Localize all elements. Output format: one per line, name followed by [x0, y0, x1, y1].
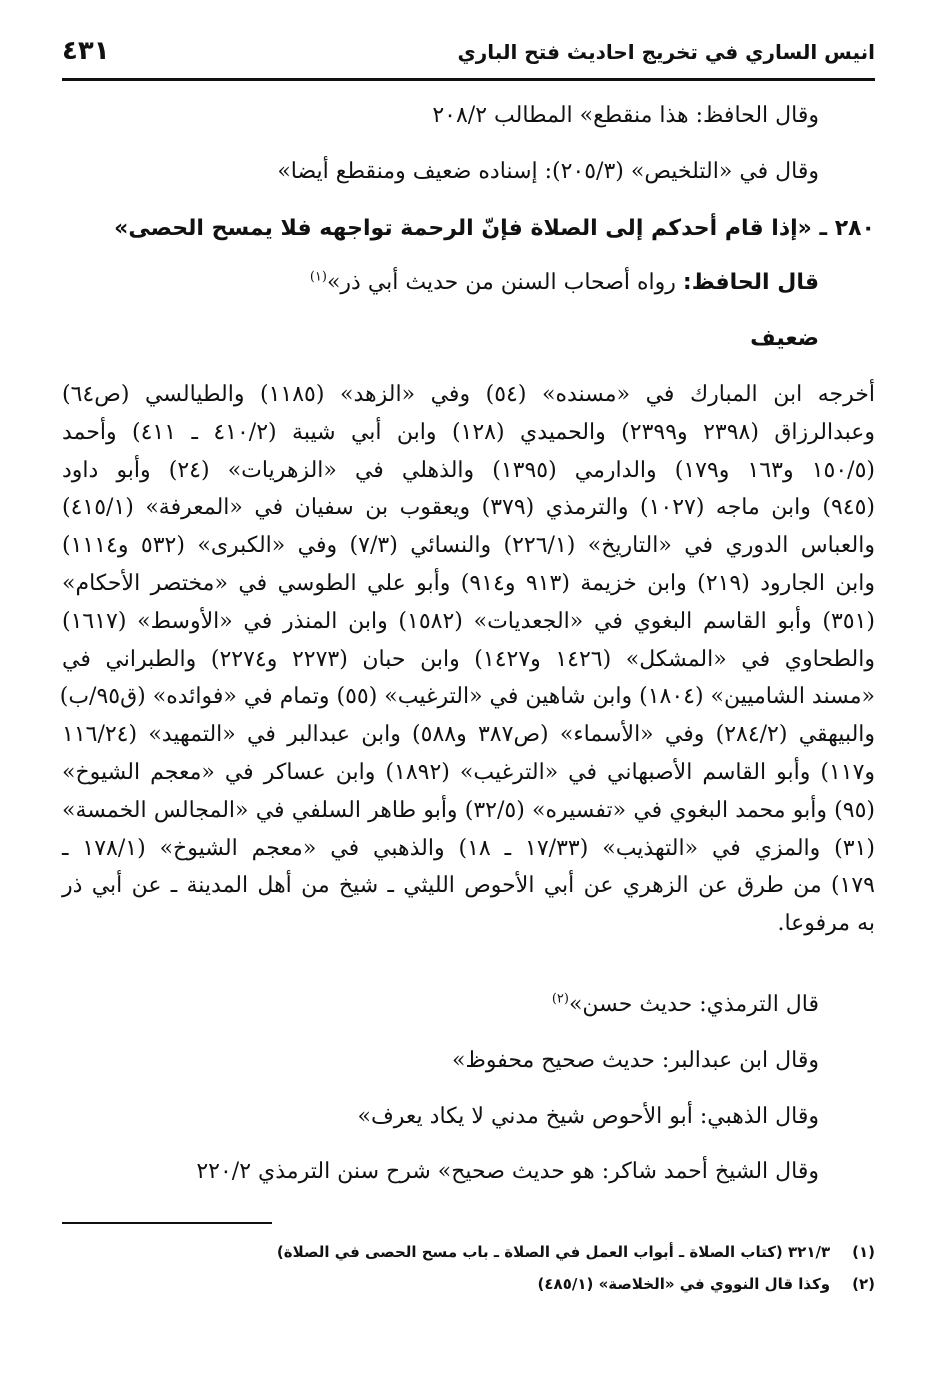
hafiz-text: رواه أصحاب السنن من حديث أبي ذر»: [326, 270, 676, 295]
hadith-text: ٢٨٠ ـ «إذا قام أحدكم إلى الصلاة فإنّ الرحمة تواجهه فلا يمسح الحصى»: [114, 216, 875, 241]
hafiz-quote-line: وقال الحافظ: هذا منقطع» المطالب ٢٠٨/٢: [432, 103, 819, 128]
footnote-2: [538, 1273, 875, 1295]
tirmidhi-text: قال الترمذي: حديث حسن»: [568, 992, 819, 1017]
footnote-text: ٣٢١/٣ (كتاب الصلاة ـ أبواب العمل في الصلاة ـ باب مسح الحصى في الصلاة): [276, 1243, 831, 1261]
footnote-ref-1: (١): [309, 269, 327, 285]
footnote-separator: [62, 1222, 272, 1224]
dhahabi-opinion: وقال الذهبي: أبو الأحوص شيخ مدني لا يكاد يعرف»: [357, 1104, 819, 1129]
takhrij-line: (٩٥) وأبو محمد البغوي في «تفسيره» (٣٢/٥) وأبو طاهر السلفي في «المجالس الخمسة»: [62, 797, 875, 823]
footnote-number: (٢): [852, 1275, 875, 1293]
footnote-text: وكذا قال النووي في «الخلاصة» (٤٨٥/١): [537, 1275, 831, 1293]
takhrij-line: وابن الجارود (٢١٩) وابن خزيمة (٩١٣ و٩١٤) وأبو علي الطوسي في «مختصر الأحكام»: [62, 571, 875, 596]
footnote-number: (١): [852, 1243, 875, 1261]
takhrij-line: أخرجه ابن المبارك في «مسنده» (٥٤) وفي «الزهد» (١١٨٥) والطيالسي (ص٦٤): [62, 382, 875, 407]
takhrij-line: وعبدالرزاق (٢٣٩٨ و٢٣٩٩) والحميدي (١٢٨) وابن أبي شيبة (٤١٠/٢ ـ ٤١١) وأحمد: [62, 419, 876, 445]
takhrij-line: (٣١) والمزي في «التهذيب» (١٧/٣٣ ـ ١٨) والذهبي في «معجم الشيوخ» (١٧٨/١ ـ: [62, 835, 875, 861]
hafiz-attribution: [310, 268, 819, 298]
takhrij-line: والطحاوي في «المشكل» (١٤٢٦ و١٤٢٧) وابن حبان (٢٢٧٣ و٢٢٧٤) والطبراني في: [62, 646, 875, 672]
takhrij-line: «مسند الشاميين» (١٨٠٤) وابن شاهين في «الترغيب» (٥٥) وتمام في «فوائده» (ق٩٥/ب): [59, 684, 875, 710]
takhrij-line: به مرفوعا.: [777, 911, 875, 937]
tirmidhi-opinion: [552, 990, 819, 1020]
footnote-ref-2: (٢): [551, 991, 569, 1007]
hafiz-label: قال الحافظ:: [682, 270, 819, 295]
page-number: ٤٣١: [62, 36, 110, 66]
ibn-abdilbarr-opinion: وقال ابن عبدالبر: حديث صحيح محفوظ»: [452, 1048, 819, 1073]
takhrij-line: والعباس الدوري في «التاريخ» (٢٢٦/١) والنسائي (٧/٣) وفي «الكبرى» (٥٣٢ و١١١٤): [62, 533, 875, 559]
takhrij-line: (١٥٠/٥ و١٦٣ و١٧٩) والدارمي (١٣٩٥) والذهلي في «الزهريات» (٢٤) وأبو داود: [62, 457, 875, 483]
running-title: انيس الساري في تخريج احاديث فتح الباري: [457, 40, 875, 64]
hadith-grade: ضعيف: [750, 326, 819, 351]
takhrij-line: ١٧٩) من طرق عن الزهري عن أبي الأحوص الليثي ـ شيخ من أهل المدينة ـ عن أبي ذر: [62, 873, 875, 899]
takhrij-line: و١١٧) وأبو القاسم الأصبهاني في «الترغيب» (١٨٩٢) وابن عساكر في «معجم الشيوخ»: [62, 760, 876, 785]
takhrij-line: والبيهقي (٢٨٤/٢) وفي «الأسماء» (ص٣٨٧ و٥٨٨) وابن عبدالبر في «التمهيد» (١١٦/٢٤: [62, 722, 876, 748]
takhrij-line: (٣٥١) وأبو القاسم البغوي في «الجعديات» (١٥٨٢) وابن المنذر في «الأوسط» (١٦١٧): [62, 608, 875, 634]
footnote-1: [277, 1241, 875, 1263]
shakir-opinion: وقال الشيخ أحمد شاكر: هو حديث صحيح» شرح سنن الترمذي ٢٢٠/٢: [196, 1159, 819, 1184]
takhrij-line: (٩٤٥) وابن ماجه (١٠٢٧) والترمذي (٣٧٩) ويعقوب بن سفيان في «المعرفة» (٤١٥/١): [62, 495, 875, 521]
talkhis-quote-line: وقال في «التلخيص» (٢٠٥/٣): إسناده ضعيف ومنقطع أيضا»: [277, 159, 819, 184]
page-header: [62, 34, 875, 81]
